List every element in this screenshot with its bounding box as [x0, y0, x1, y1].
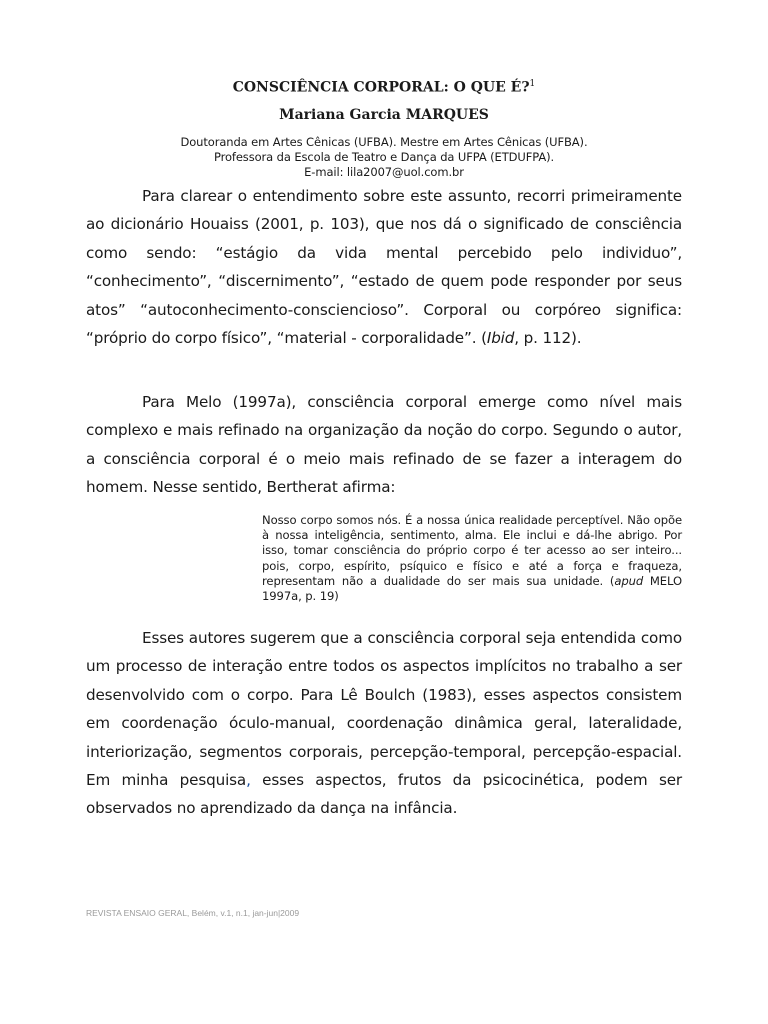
block-quote	[262, 513, 682, 604]
article-title-text: CONSCIÊNCIA CORPORAL: O QUE É?	[232, 79, 530, 96]
paragraph-3-text: Esses autores sugerem que a consciência corporal seja entendida como um processo de interação entre todos os aspectos implícitos no trabalho a ser desenvolvido com o corpo. Para Lê Boulch (1983), esses aspectos consistem em coordenação óculo-manual, coordenação dinâmica geral, lateralidade, interiorização, segmentos corporais, percepção-temporal, percepção-espacial. Em minha pesquisa	[86, 629, 682, 790]
journal-footer: REVISTA ENSAIO GERAL, Belém, v.1, n.1, jan-jun|2009	[86, 908, 300, 918]
block-quote-citation: MELO 1997a, p. 19)	[262, 573, 682, 604]
affiliation-line-2: Professora da Escola de Teatro e Dança da UFPA (ETDUFPA).	[213, 150, 555, 164]
paragraph-1-tail: , p. 112).	[514, 329, 582, 348]
title-footnote-mark: 1	[529, 79, 536, 89]
paragraph-3-tail: esses aspectos, frutos da psicocinética, podem ser observados no aprendizado da dança na infância.	[86, 771, 682, 818]
paragraph-3	[86, 624, 682, 823]
apud-italic: apud	[614, 573, 644, 588]
affiliation-line-1: Doutoranda em Artes Cênicas (UFBA). Mestre em Artes Cênicas (UFBA).	[180, 135, 588, 149]
paragraph-2-text: Para Melo (1997a), consciência corporal emerge como nível mais complexo e mais refinado na organização da noção do corpo. Segundo o autor, a consciência corporal é o meio mais refinado de se fazer a interagem do homem. Nesse sentido, Bertherat afirma:	[86, 393, 682, 497]
paragraph-1	[86, 182, 682, 352]
block-quote-text: Nosso corpo somos nós. É a nossa única realidade perceptível. Não opõe à nossa inteligência, sentimento, alma. Ele inclui e dá-lhe abrigo. Por isso, tomar consciência do próprio corpo é ter acesso ao ser inteiro... pois, corpo, espírito, psíquico e físico e até a força e fraqueza, representam não a dualidade do ser mais sua unidade. (	[262, 513, 682, 588]
paragraph-1-text: Para clarear o entendimento sobre este assunto, recorri primeiramente ao dicionário Houaiss (2001, p. 103), que nos dá o significado de consciência como sendo: “estágio da vida mental percebido pelo individuo”, “conhecimento”, “discernimento”, “estado de quem pode responder por seus atos” “autoconhecimento-consciencioso”. Corporal ou corpóreo significa: “próprio do corpo físico”, “material - corporalidade”. (	[86, 187, 682, 348]
paragraph-3-comma: ,	[246, 771, 251, 790]
ibid-italic: Ibid	[486, 329, 515, 348]
paragraph-2	[86, 388, 682, 502]
article-title	[0, 79, 768, 96]
affiliation-email: E-mail: lila2007@uol.com.br	[304, 165, 464, 179]
author-name: Mariana Garcia MARQUES	[279, 107, 489, 123]
